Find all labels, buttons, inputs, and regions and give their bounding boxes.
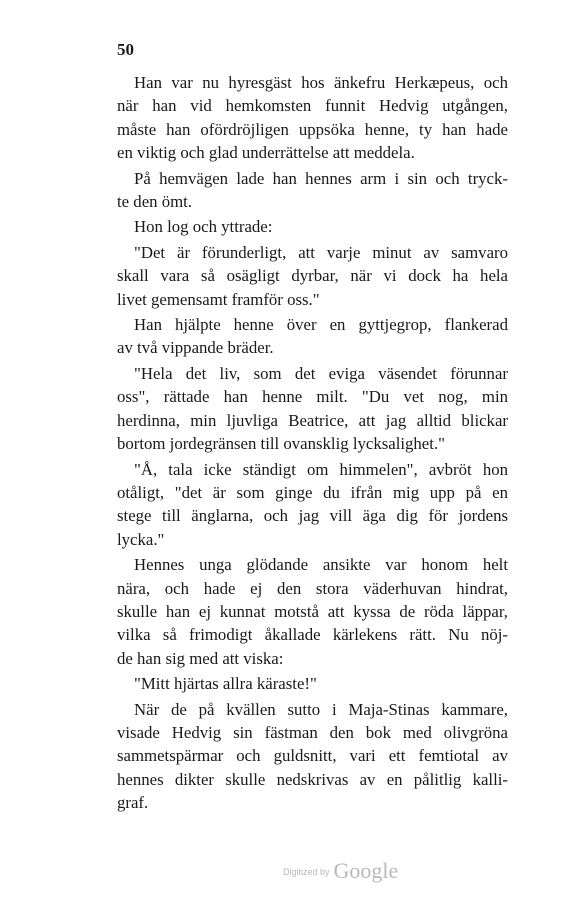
- text-line: måste han ofördröjligen uppsöka henne, ty han hade: [117, 119, 508, 139]
- text-line: visade Hedvig sin fästman den bok med olivgröna: [117, 722, 508, 742]
- text-line: herdinna, min ljuvliga Beatrice, att jag alltid blickar: [117, 410, 508, 430]
- text-line: lycka.": [117, 529, 165, 549]
- text-line: te den ömt.: [117, 192, 193, 212]
- text-line: "Mitt hjärtas allra käraste!": [134, 674, 317, 694]
- paragraph: [117, 167, 508, 214]
- paragraph: [117, 458, 508, 552]
- text-line: På hemvägen lade han hennes arm i sin och tryck-: [134, 168, 508, 188]
- text-line: Hon log och yttrade:: [134, 217, 273, 237]
- text-line: nära, och hade ej den stora väderhuvan hindrat,: [117, 578, 508, 598]
- text-line: livet gemensamt framför oss.": [117, 289, 320, 309]
- text-line: skulle han ej kunnat motstå att kyssa de röda läppar,: [117, 601, 508, 621]
- text-line: de han sig med att viska:: [117, 648, 284, 668]
- watermark-prefix: Digitized by: [283, 867, 330, 877]
- text-line: Han var nu hyresgäst hos änkefru Herkæpeus, och: [134, 73, 508, 92]
- text-line: stege till änglarna, och jag vill äga dig för jordens: [117, 506, 508, 526]
- paragraph: [117, 362, 508, 456]
- text-line: otåligt, "det är som ginge du ifrån mig upp på en: [117, 482, 508, 502]
- text-line: oss", rättade han henne milt. "Du vet nog, min: [117, 387, 508, 407]
- text-line: av två vippande bräder.: [117, 338, 274, 358]
- digitization-watermark: [283, 858, 398, 884]
- text-line: skall vara så osägligt dyrbar, när vi dock ha hela: [117, 266, 508, 286]
- text-line: "Hela det liv, som det eviga väsendet förunnar: [134, 363, 508, 383]
- paragraph: [117, 553, 508, 670]
- paragraph: [117, 313, 508, 360]
- text-line: Han hjälpte henne över en gyttjegrop, flankerad: [134, 315, 508, 335]
- text-line: hennes dikter skulle nedskrivas av en pålitlig kalli-: [117, 769, 508, 789]
- google-logo: Google: [333, 858, 399, 883]
- paragraph: [117, 672, 508, 695]
- text-line: "Det är förunderligt, att varje minut av samvaro: [134, 242, 508, 262]
- paragraph: [117, 241, 508, 311]
- text-line: graf.: [117, 793, 149, 813]
- page-number: 50: [117, 40, 134, 59]
- paragraph: [117, 698, 508, 815]
- text-line: sammetspärmar och guldsnitt, vari ett femtiotal av: [117, 746, 508, 766]
- text-line: när han vid hemkomsten funnit Hedvig utgången,: [117, 96, 508, 116]
- paragraph: [117, 71, 508, 165]
- text-line: "Å, tala icke ständigt om himmelen", avbröt hon: [134, 459, 508, 479]
- body-text: [117, 71, 508, 815]
- text-line: När de på kvällen sutto i Maja-Stinas kammare,: [134, 699, 508, 719]
- paragraph: [117, 215, 508, 238]
- text-line: Hennes unga glödande ansikte var honom helt: [134, 555, 508, 575]
- text-line: en viktig och glad underrättelse att meddela.: [117, 143, 415, 163]
- text-line: vilka så frimodigt åkallade kärlekens rätt. Nu nöj-: [117, 625, 508, 645]
- text-line: bortom jordegränsen till ovansklig lycksalighet.": [117, 434, 445, 454]
